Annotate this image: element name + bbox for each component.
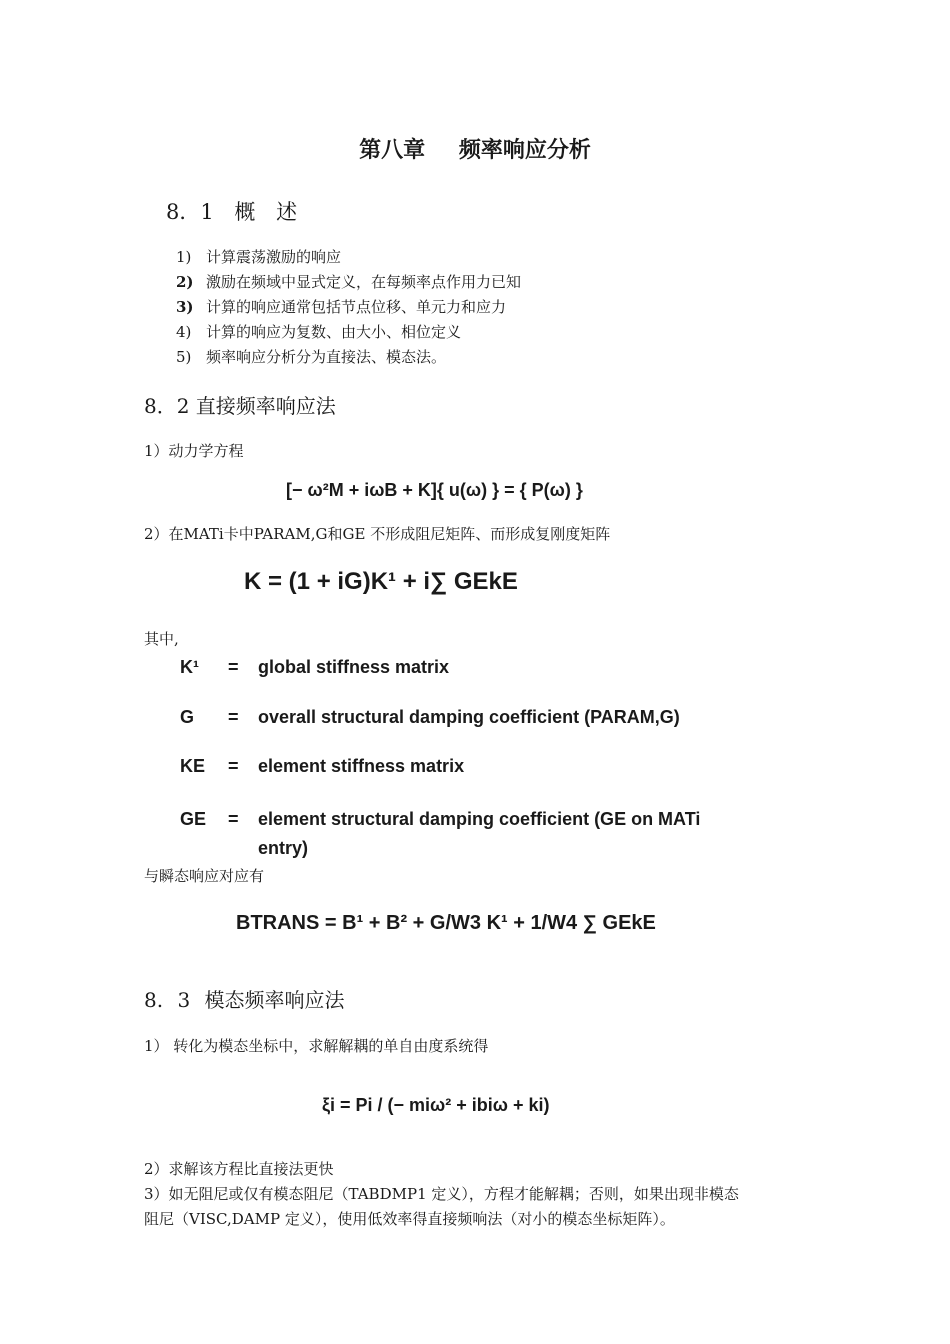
list-number: 5) xyxy=(176,348,192,366)
paragraph: 2）求解该方程比直接法更快 xyxy=(144,1160,334,1178)
list-number: 3) xyxy=(176,298,194,316)
definition-text: global stiffness matrix xyxy=(258,657,450,677)
list-number: 1) xyxy=(176,248,192,266)
definition-row xyxy=(180,756,830,780)
paragraph: 其中, xyxy=(144,630,179,648)
definition-row xyxy=(180,707,830,731)
equation-motion: [− ω²M + iωB + K]{ u(ω) } = { P(ω) } xyxy=(286,480,583,500)
section-heading-8-1: 8．1 概 述 xyxy=(166,200,298,224)
definition-symbol: K¹ xyxy=(180,657,199,677)
equation-modal-response: ξi = Pi / (− miω² + ibiω + ki) xyxy=(322,1095,550,1115)
definition-text-continued: entry) xyxy=(258,838,309,858)
list-item xyxy=(176,271,521,292)
list-text: 计算的响应为复数、由大小、相位定义 xyxy=(206,323,462,341)
list-number: 2) xyxy=(176,273,194,291)
list-number: 4) xyxy=(176,323,192,341)
equals-sign: = xyxy=(228,657,239,677)
equals-sign: = xyxy=(228,756,239,776)
definition-text: element stiffness matrix xyxy=(258,756,465,776)
list-text: 频率响应分析分为直接法、模态法。 xyxy=(206,348,447,366)
paragraph-continued: 阻尼（VISC,DAMP 定义），使用低效率得直接频响法（对小的模态坐标矩阵）。 xyxy=(144,1210,675,1228)
list-text: 激励在频域中显式定义，在每频率点作用力已知 xyxy=(206,273,522,291)
equation-complex-stiffness: K = (1 + iG)K¹ + i∑ GEkE xyxy=(244,568,518,595)
definition-text: element structural damping coefficient (GE on MATi xyxy=(258,809,701,829)
section-heading-8-2: 8．2 直接频率响应法 xyxy=(144,394,336,418)
chapter-title: 第八章 频率响应分析 xyxy=(359,137,591,163)
list-text: 计算的响应通常包括节点位移、单元力和应力 xyxy=(206,298,507,316)
equals-sign: = xyxy=(228,809,239,829)
equation-transient-damping: BTRANS = B¹ + B² + G/W3 K¹ + 1/W4 ∑ GEkE xyxy=(236,912,656,934)
paragraph: 3）如无阻尼或仅有模态阻尼（TABDMP1 定义），方程才能解耦；否则，如果出现非模态 xyxy=(144,1185,739,1203)
definition-row xyxy=(180,657,830,681)
list-item xyxy=(176,321,461,342)
list-text: 计算震荡激励的响应 xyxy=(206,248,342,266)
paragraph: 1）动力学方程 xyxy=(144,442,244,460)
definition-symbol: KE xyxy=(180,756,206,776)
paragraph: 与瞬态响应对应有 xyxy=(144,867,265,885)
definition-symbol: GE xyxy=(180,809,207,829)
section-heading-8-3: 8. 3 模态频率响应法 xyxy=(144,988,345,1012)
paragraph: 2）在MATi卡中PARAM,G和GE 不形成阻尼矩阵、而形成复刚度矩阵 xyxy=(144,525,611,543)
list-item xyxy=(176,246,341,267)
definition-text: overall structural damping coefficient (PARAM,G) xyxy=(258,707,680,727)
list-item xyxy=(176,346,446,367)
list-item xyxy=(176,296,506,317)
definition-row xyxy=(180,809,830,865)
definition-symbol: G xyxy=(180,707,195,727)
paragraph: 1） 转化为模态坐标中，求解解耦的单自由度系统得 xyxy=(144,1037,489,1055)
equals-sign: = xyxy=(228,707,239,727)
